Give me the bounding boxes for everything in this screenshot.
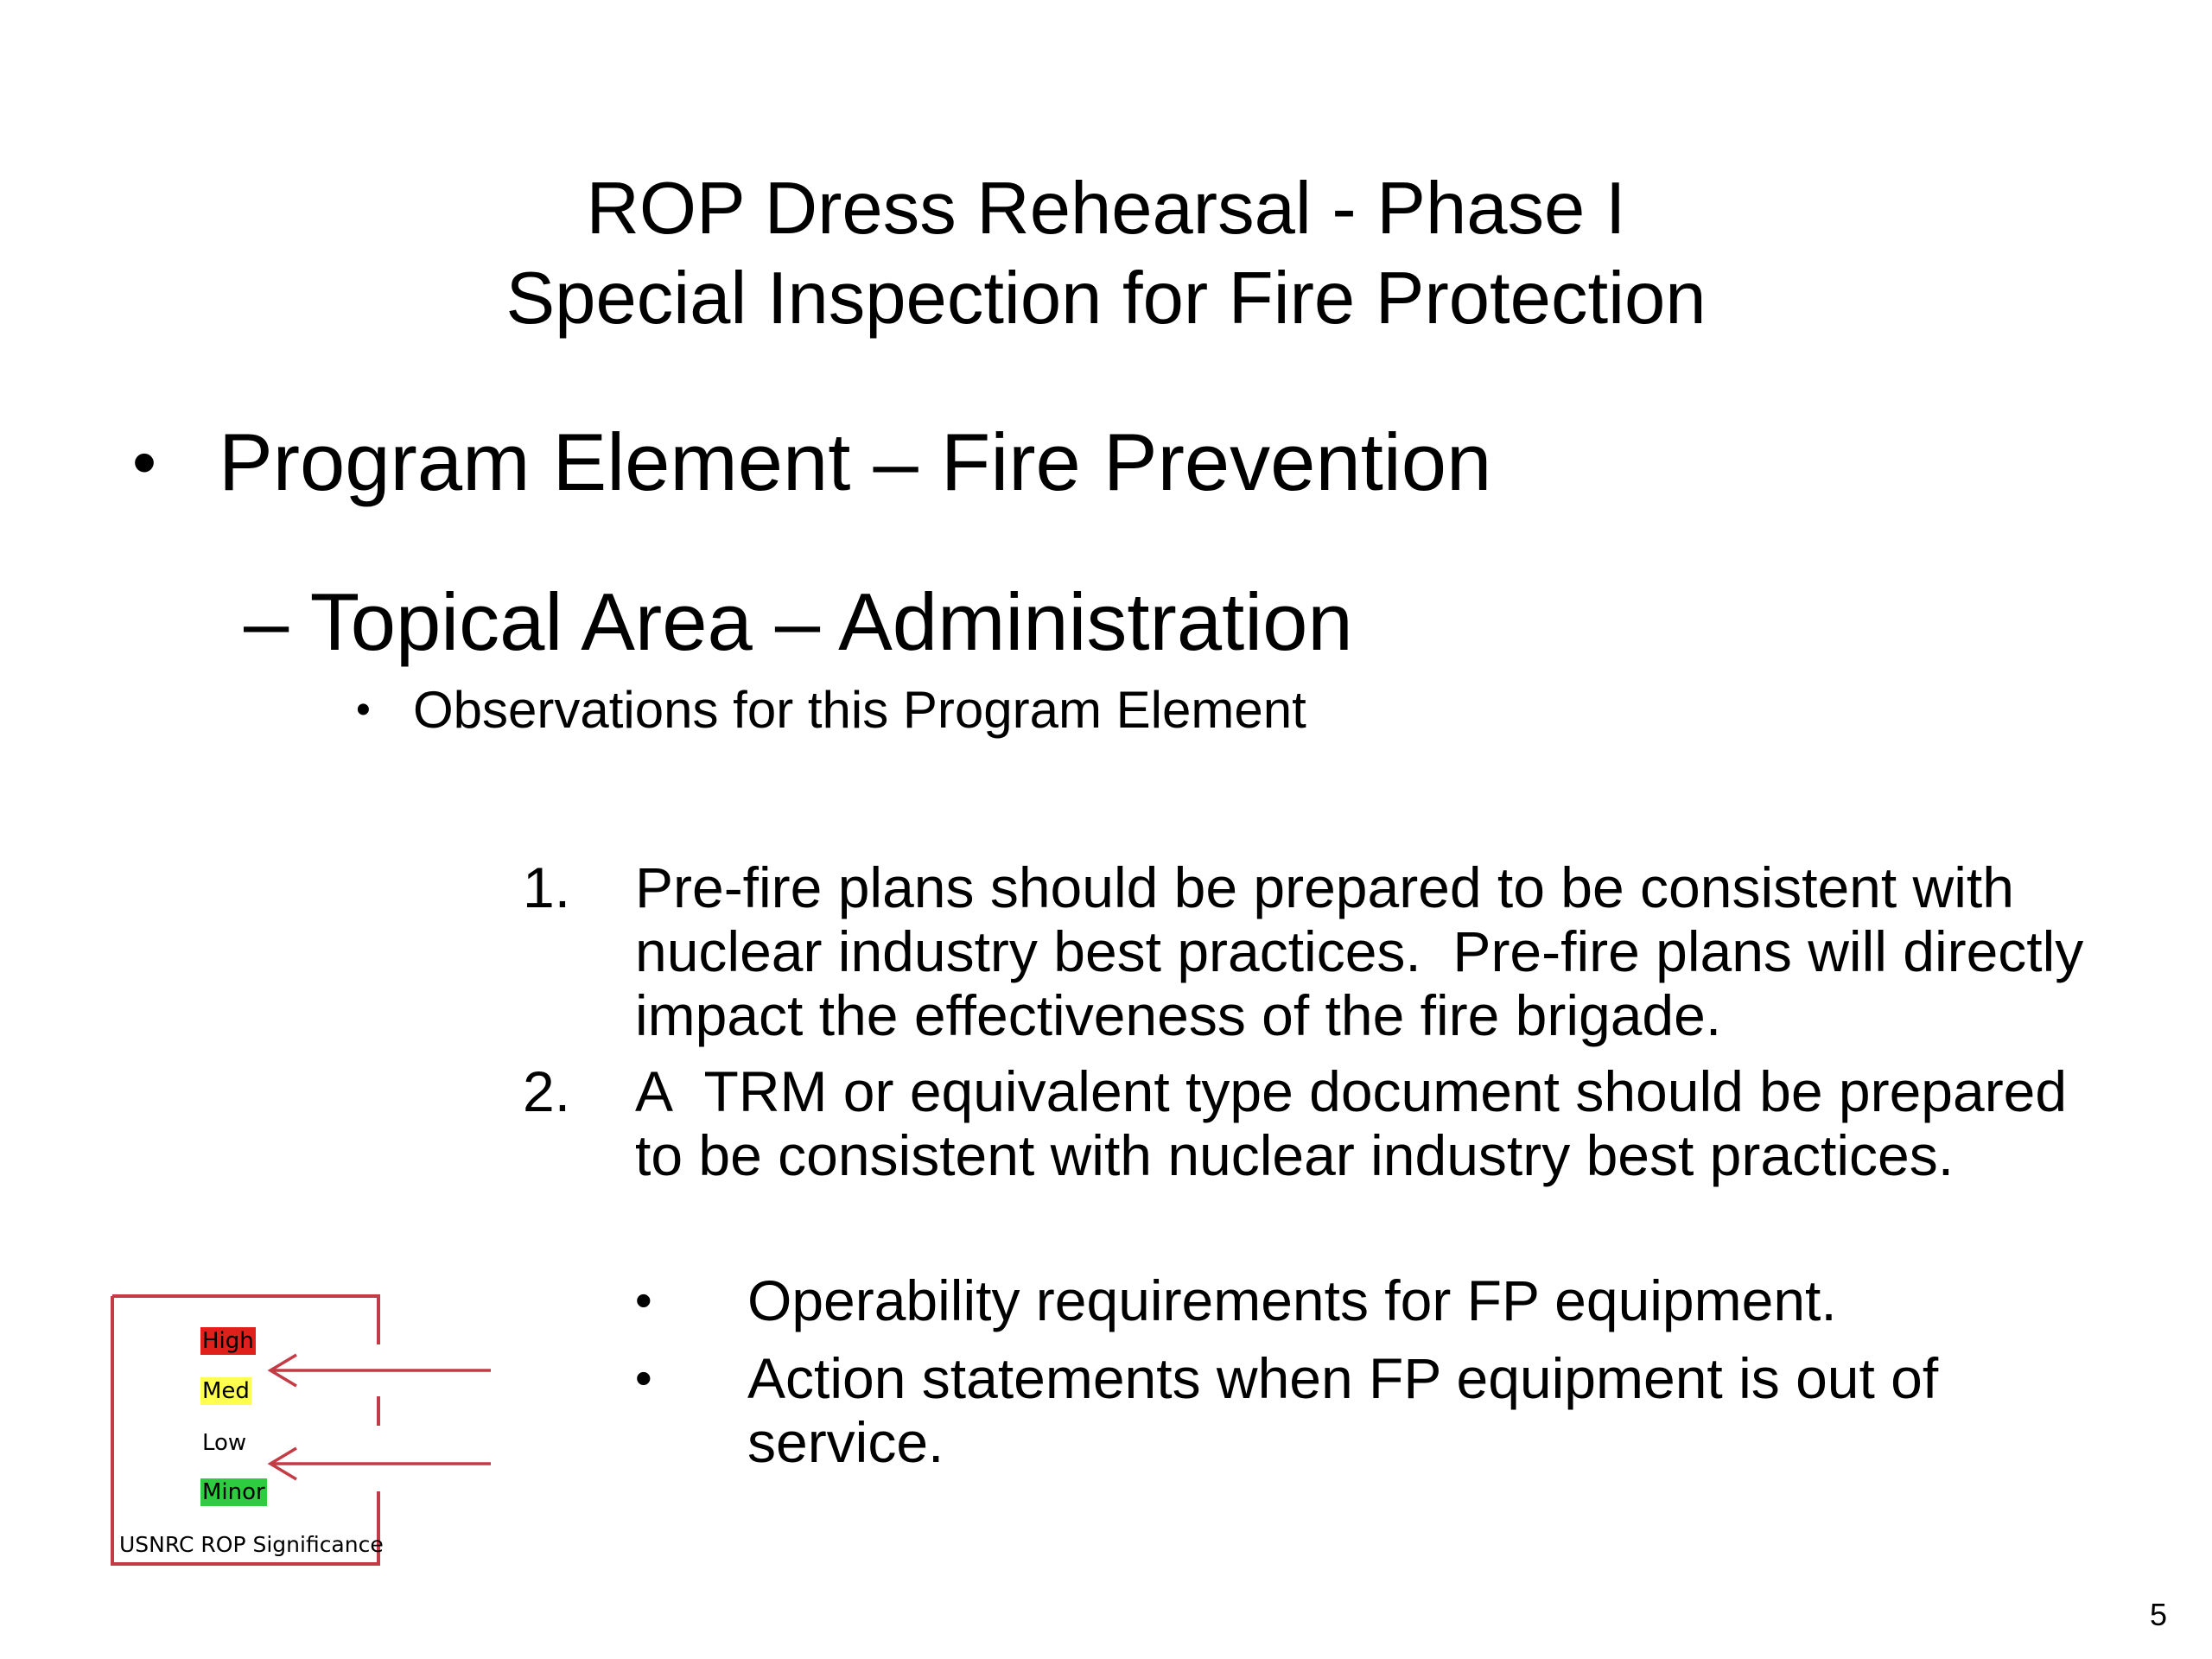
arrow-icon [270,1448,491,1479]
legend-caption: USNRC ROP Significance [119,1532,384,1557]
numbered-list [523,855,2212,1199]
observations-text: Observations for this Program Element [413,681,1306,739]
significance-legend [111,1294,384,1567]
bullet-icon: • [635,1273,652,1327]
legend-frame [111,1294,491,1571]
arrow-icon [270,1355,491,1386]
item-number: 1. [523,855,571,919]
slide-title [0,164,2212,344]
item-number: 2. [523,1059,571,1123]
list-item [523,855,2212,1047]
title-line-2: Special Inspection for Fire Protection [505,257,1707,340]
item-text: A TRM or equivalent type document should be prepared to be consistent with nuclear industry best practices. [635,1059,2068,1187]
program-element-text: Program Element – Fire Prevention [219,416,1492,507]
sub-list-item [635,1268,2130,1332]
title-line-1: ROP Dress Rehearsal - Phase I [586,168,1626,250]
item-text: Pre-fire plans should be prepared to be consistent with nuclear industry best practices. Pre-fire plans will directly impact the effectiveness of the fire brigade. [635,855,2084,1047]
significance-high: High [202,1328,254,1354]
significance-minor: Minor [202,1479,265,1505]
topical-area-text: – Topical Area – Administration [244,576,1353,667]
bullet-icon: • [132,423,157,500]
page-number: 5 [2150,1597,2168,1632]
sub-item-text: Action statements when FP equipment is out of service. [747,1346,1939,1474]
bullet-icon: • [635,1351,652,1405]
sub-bullet-list [635,1268,2130,1488]
significance-low: Low [202,1430,247,1456]
list-item [523,1059,2212,1187]
bullet-icon: • [356,687,371,733]
significance-med: Med [202,1378,250,1404]
sub-item-text: Operability requirements for FP equipment. [747,1268,1837,1332]
sub-list-item [635,1346,2130,1474]
